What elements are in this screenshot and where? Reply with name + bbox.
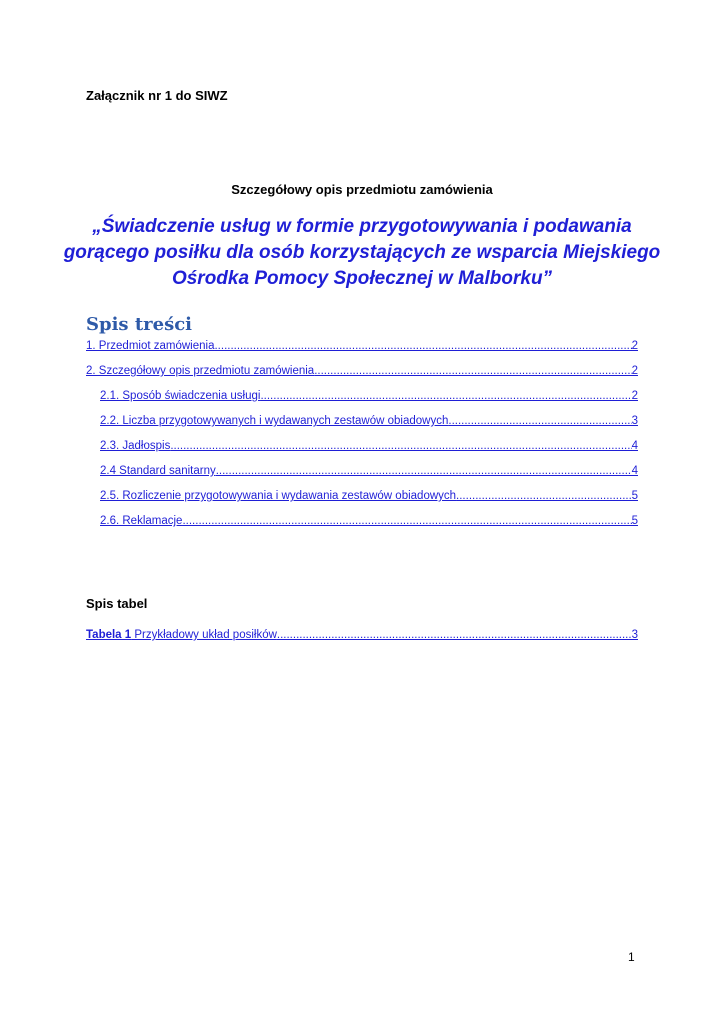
toc-entry-page: 5 xyxy=(631,490,638,502)
toc-entry-label: 2. Szczegółowy opis przedmiotu zamówienia xyxy=(86,365,315,377)
table-entry-label xyxy=(86,629,277,641)
toc-entry-page: 4 xyxy=(631,465,638,477)
toc-entry-label: 2.2. Liczba przygotowywanych i wydawanych zestawów obiadowych xyxy=(100,415,449,427)
toc-dot-leader xyxy=(170,440,631,452)
toc-entry-page: 2 xyxy=(631,340,638,352)
toc-entry-page: 3 xyxy=(631,415,638,427)
toc-dot-leader xyxy=(182,515,631,527)
table-entry-prefix: Tabela 1 xyxy=(86,629,132,641)
toc-entry-1[interactable] xyxy=(86,340,638,352)
toc-entry-2-1[interactable] xyxy=(100,390,638,402)
toc-dot-leader xyxy=(456,490,632,502)
toc-dot-leader xyxy=(214,340,631,352)
toc-dot-leader xyxy=(216,465,632,477)
title-line-2: gorącego posiłku dla osób korzystających ze wsparcia Miejskiego xyxy=(63,242,661,263)
toc-dot-leader xyxy=(260,390,631,402)
toc-entry-2-6[interactable] xyxy=(100,515,638,527)
toc-entry-2-5[interactable] xyxy=(100,490,638,502)
toc-dot-leader xyxy=(314,365,631,377)
toc-dot-leader xyxy=(277,629,632,641)
toc-entry-2-2[interactable] xyxy=(100,415,638,427)
toc-entry-label: 2.4 Standard sanitarny xyxy=(100,465,216,477)
toc-entry-page: 2 xyxy=(631,365,638,377)
toc-entry-label: 1. Przedmiot zamówienia xyxy=(86,340,215,352)
toc-entry-label: 2.6. Reklamacje xyxy=(100,515,183,527)
tables-heading: Spis tabel xyxy=(86,596,148,611)
toc-dot-leader xyxy=(448,415,631,427)
toc-entry-2[interactable] xyxy=(86,365,638,377)
table-entry-text: Przykładowy układ posiłków xyxy=(131,629,277,641)
toc-entry-2-3[interactable] xyxy=(100,440,638,452)
toc-entry-label: 2.3. Jadłospis xyxy=(100,440,171,452)
page-number: 1 xyxy=(628,950,635,964)
toc-entry-label: 2.5. Rozliczenie przygotowywania i wydawania zestawów obiadowych xyxy=(100,490,457,502)
toc-entry-page: 2 xyxy=(631,390,638,402)
toc-entry-page: 5 xyxy=(631,515,638,527)
toc-entry-page: 4 xyxy=(631,440,638,452)
title-line-3: Ośrodka Pomocy Społecznej w Malborku” xyxy=(171,268,553,289)
title-line-1: „Świadczenie usług w formie przygotowywania i podawania xyxy=(92,216,632,237)
table-entry-page: 3 xyxy=(631,629,638,641)
document-title xyxy=(60,214,664,292)
document-subtitle: Szczegółowy opis przedmiotu zamówienia xyxy=(231,182,493,197)
toc-heading: Spis treści xyxy=(86,314,193,335)
toc-entry-label: 2.1. Sposób świadczenia usługi xyxy=(100,390,261,402)
attachment-label: Załącznik nr 1 do SIWZ xyxy=(86,88,228,103)
table-entry-1[interactable] xyxy=(86,629,638,641)
toc-entry-2-4[interactable] xyxy=(100,465,638,477)
